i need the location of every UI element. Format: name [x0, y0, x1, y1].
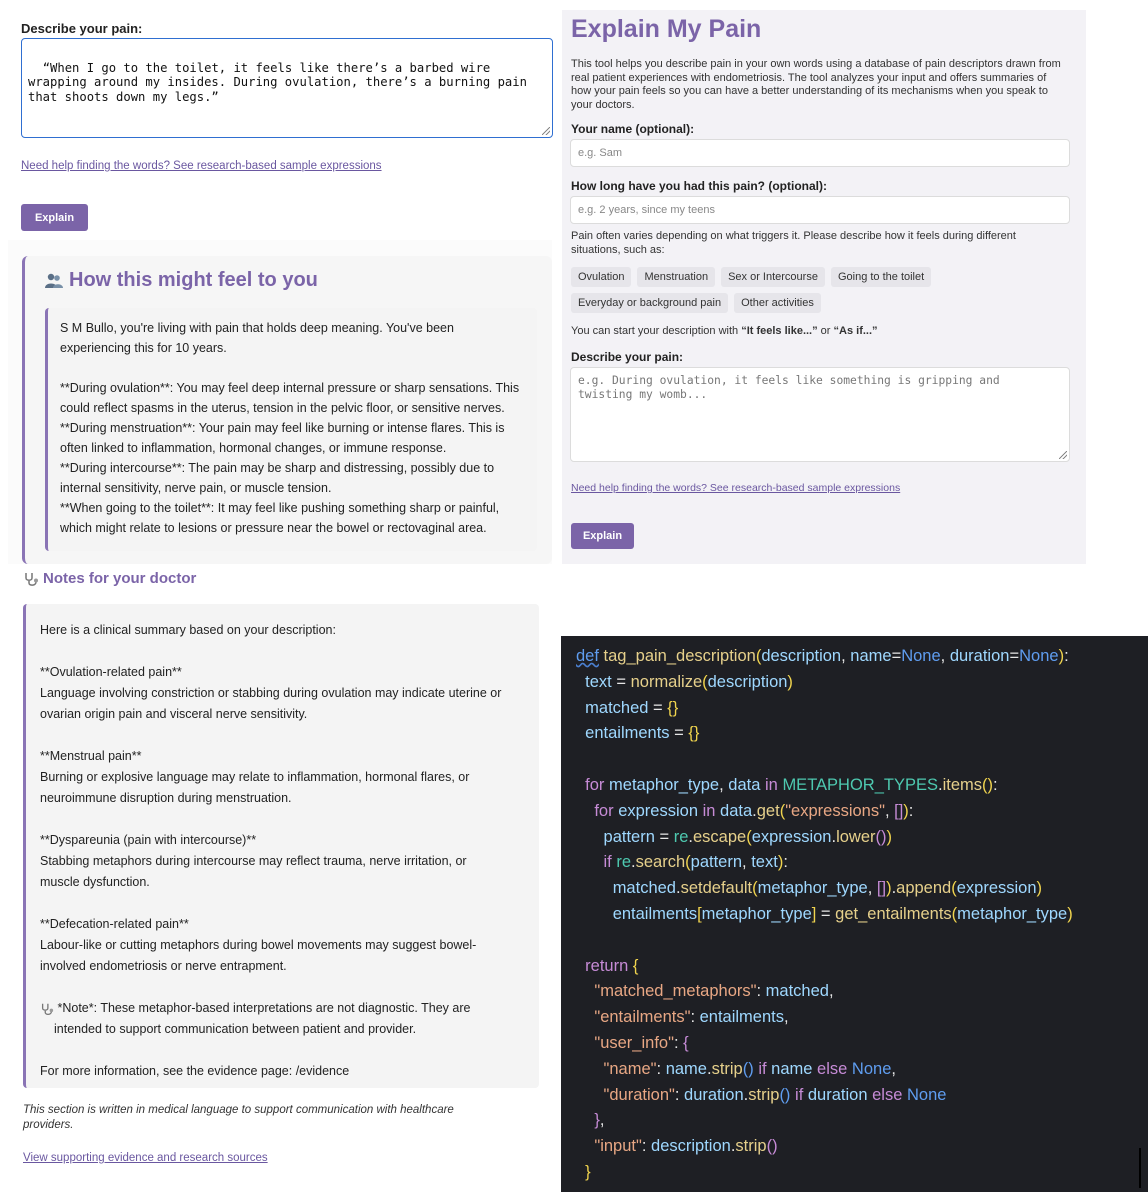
section-heading: **Menstrual pain** [40, 749, 142, 763]
tool-explain-button[interactable]: Explain [571, 523, 634, 549]
stethoscope-icon [23, 571, 39, 587]
describe-textarea[interactable] [21, 38, 553, 138]
section-text: Stabbing metaphors during intercourse may reflect trauma, nerve irritation, or muscle dysfunction. [40, 854, 467, 889]
resize-handle-icon[interactable] [1059, 451, 1067, 459]
medical-language-note: This section is written in medical language to support communication with healthcare providers. [23, 1104, 454, 1131]
section-text: Labour-like or cutting metaphors during bowel movements may suggest bowel- involved endometriosis or nerve entrapment. [40, 938, 477, 973]
more-info: For more information, see the evidence page: /evidence [40, 1064, 350, 1078]
resize-handle-icon[interactable] [542, 127, 550, 135]
explain-button[interactable]: Explain [21, 204, 88, 231]
help-link[interactable]: Need help finding the words? See research-based sample expressions [21, 160, 382, 172]
feel-card-title: How this might feel to you [69, 269, 318, 291]
start-hint-prefix: You can start your description with [571, 325, 742, 337]
feel-card-content [45, 308, 537, 551]
tool-help-link[interactable]: Need help finding the words? See research-based sample expressions [571, 482, 901, 494]
tool-describe-textarea[interactable] [570, 367, 1070, 462]
stethoscope-icon [40, 1002, 54, 1016]
start-hint-or: or [817, 325, 834, 337]
feel-card-header [45, 269, 318, 292]
chip-toilet[interactable]: Going to the toilet [831, 267, 931, 287]
section-heading: **Ovulation-related pain** [40, 665, 182, 679]
doctor-notes-title: Notes for your doctor [43, 570, 197, 587]
duration-placeholder: e.g. 2 years, since my teens [578, 204, 715, 216]
code-cursor [1139, 1148, 1141, 1188]
section-heading: **Defecation-related pain** [40, 917, 189, 931]
doctor-section-dyspareunia [40, 830, 525, 893]
doctor-notes-intro: Here is a clinical summary based on your description: [40, 623, 336, 637]
name-placeholder: e.g. Sam [578, 147, 623, 159]
evidence-link[interactable]: View supporting evidence and research sources [23, 1152, 268, 1164]
duration-input[interactable] [570, 196, 1070, 224]
chip-menstruation[interactable]: Menstruation [637, 267, 715, 287]
tool-description: This tool helps you describe pain in your own words using a database of pain descriptors drawn from real patient experiences with endometriosis. The tool analyzes your input and offers summaries of how your pain feels so you can have a better understanding of its mechanisms when you speak to your doctors. [571, 58, 1061, 111]
chip-row-1 [571, 267, 937, 287]
doctor-notes-card [23, 604, 539, 1088]
note-text: *Note*: These metaphor-based interpretations are not diagnostic. They are intended to support communication between patient and provider. [54, 1001, 471, 1036]
chip-everyday[interactable]: Everyday or background pain [571, 293, 728, 313]
name-input[interactable] [570, 139, 1070, 167]
feel-intro: S M Bullo, you're living with pain that holds deep meaning. You've been experiencing this for 10 years. [60, 321, 454, 355]
duration-label: How long have you had this pain? (optional): [571, 179, 827, 193]
doctor-section-defecation [40, 914, 525, 977]
start-hint-b: “As if...” [833, 325, 878, 337]
feel-body: **During ovulation**: You may feel deep internal pressure or sharp sensations. This could reflect spasms in the uterus, tension in the pelvic floor, or sensitive nerves. **During menstruation**: Your pain may feel like burning or intense flares. This is often linked to inflammation, hormonal changes, or immune response. **During intercourse**: The pain may be sharp and distressing, possibly due to internal sensitivity, nerve pain, or muscle tension. **When going to the toilet**: It may feel like pushing something sharp or painful, which might relate to lesions or pressure near the bowel or rectovaginal area. [60, 381, 520, 535]
situations-text: Pain often varies depending on what triggers it. Please describe how it feels during different situations, such as: [571, 230, 1016, 256]
doctor-notes-header [23, 570, 196, 587]
name-label: Your name (optional): [571, 122, 695, 136]
tool-describe-placeholder: e.g. During ovulation, it feels like something is gripping and twisting my womb... [578, 374, 1000, 401]
code-panel: def tag_pain_description(description, name=None, duration=None): text = normalize(description) matched = {} entailments = {} for metaphor_type, data in METAPHOR_TYPES.items(): for expression in data.get("expressions", []): pattern = re.escape(expression.lower()) if re.search(pattern, text): matched.setdefault(metaphor_type, []).append(expression) entailments[metaphor_type] = get_entailments(metaphor_type) return { "matched_metaphors": matched, "entailments": entailments, "user_info": { "name": name.strip() if name else None, "duration": duration.strip() if duration else None }, "input": description.strip() } [561, 636, 1148, 1192]
chip-ovulation[interactable]: Ovulation [571, 267, 631, 287]
tool-describe-label: Describe your pain: [571, 350, 684, 364]
doctor-section-ovulation [40, 662, 525, 725]
people-icon [45, 273, 63, 289]
chip-sex-intercourse[interactable]: Sex or Intercourse [721, 267, 825, 287]
section-heading: **Dyspareunia (pain with intercourse)** [40, 833, 257, 847]
describe-value: “When I go to the toilet, it feels like there’s a barbed wire wrapping around my insides. During ovulation, there’s a burning pain that shoots down my legs.” [28, 60, 527, 104]
chip-other[interactable]: Other activities [734, 293, 821, 313]
describe-label: Describe your pain: [21, 21, 143, 36]
start-hint-a: “It feels like...” [741, 325, 818, 337]
tool-panel [562, 10, 1086, 564]
doctor-section-menstrual [40, 746, 525, 809]
section-text: Burning or explosive language may relate to inflammation, hormonal flares, or neuroimmune disruption during menstruation. [40, 770, 470, 805]
section-text: Language involving constriction or stabbing during ovulation may indicate uterine or ovarian origin pain and visceral nerve sensitivity. [40, 686, 502, 721]
doctor-note [40, 998, 525, 1040]
chip-row-2 [571, 293, 827, 313]
start-hint [571, 325, 878, 339]
tool-title: Explain My Pain [571, 15, 762, 43]
feel-card [22, 256, 552, 564]
